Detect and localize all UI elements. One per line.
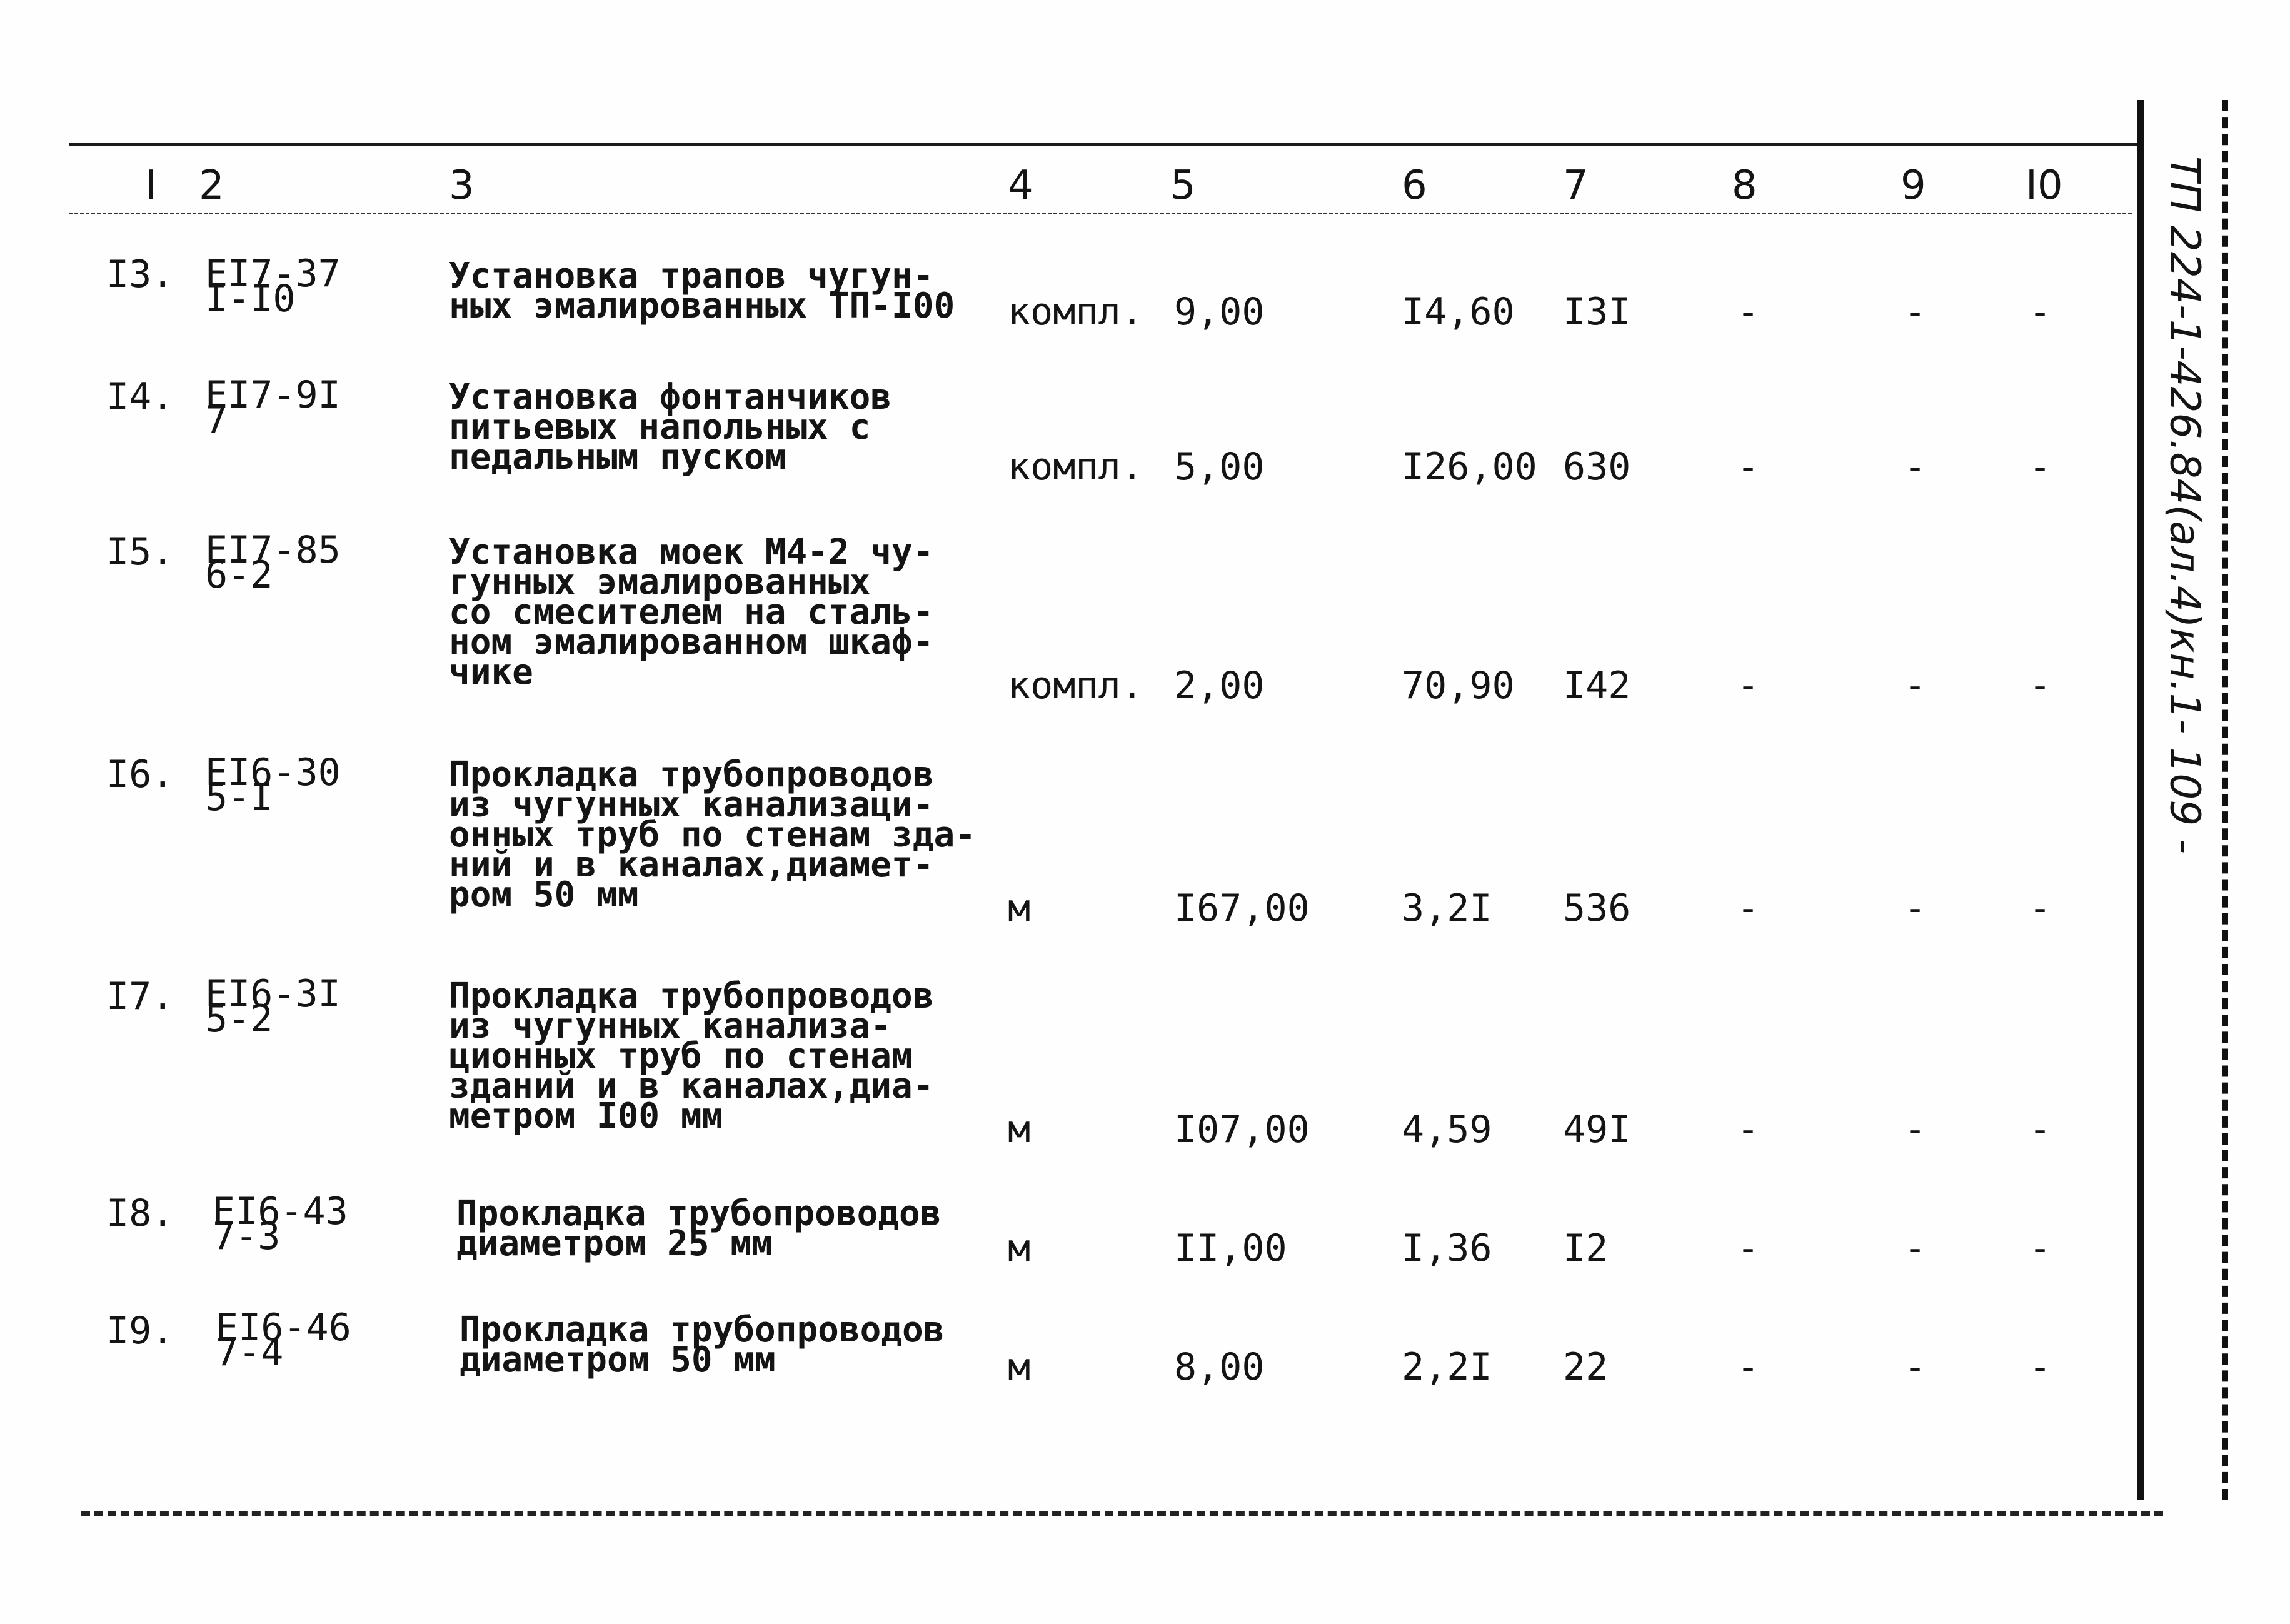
- unit: м: [1008, 1226, 1031, 1270]
- total-cost: 536: [1563, 886, 1631, 930]
- col-10-value: -: [2029, 445, 2052, 489]
- unit: м: [1008, 1345, 1031, 1389]
- col-6-number: 6: [1402, 163, 1427, 209]
- quantity: 2,00: [1174, 664, 1265, 708]
- col-8-value: -: [1737, 1226, 1760, 1270]
- col-10-number: I0: [2026, 163, 2063, 209]
- col-9-value: -: [1904, 290, 1927, 334]
- col-8-value: -: [1737, 886, 1760, 930]
- document-code-vertical: [2151, 156, 2219, 875]
- col-5-number: 5: [1170, 163, 1196, 209]
- right-border-line: [2137, 100, 2144, 1500]
- col-10-value: -: [2029, 664, 2052, 708]
- col-9-value: -: [1904, 1226, 1927, 1270]
- unit: компл.: [1008, 290, 1143, 334]
- col-10-value: -: [2029, 290, 2052, 334]
- frame-edge: [2222, 100, 2228, 1500]
- document-code-text: ТП 224-1-426.84(ал.4)кн.1- 109 -: [2161, 156, 2209, 855]
- norm-code: EI6-46 7-4: [216, 1306, 351, 1375]
- unit-price: I26,00: [1402, 445, 1537, 489]
- unit-price: 70,90: [1402, 664, 1515, 708]
- unit-price: I4,60: [1402, 290, 1515, 334]
- col-7-number: 7: [1563, 163, 1589, 209]
- col-8-value: -: [1737, 290, 1760, 334]
- work-description: Установка фонтанчиков питьевых напольных с педальным пуском: [449, 377, 892, 478]
- unit: компл.: [1008, 664, 1143, 708]
- norm-code: EI6-30 5-I: [205, 751, 341, 820]
- norm-code: EI6-43 7-3: [213, 1190, 348, 1258]
- quantity: 8,00: [1174, 1345, 1265, 1389]
- unit: м: [1008, 1108, 1031, 1151]
- total-cost: I2: [1563, 1226, 1609, 1270]
- row-number: I7.: [106, 975, 174, 1018]
- bottom-rule: [81, 1511, 2163, 1516]
- quantity: II,00: [1174, 1226, 1287, 1270]
- unit-price: 2,2I: [1402, 1345, 1492, 1389]
- col-8-value: -: [1737, 1108, 1760, 1151]
- norm-code: EI6-3I 5-2: [205, 972, 341, 1041]
- norm-code: EI7-9I 7: [205, 373, 341, 442]
- col-9-number: 9: [1901, 163, 1926, 209]
- unit-price: 3,2I: [1402, 886, 1492, 930]
- col-10-value: -: [2029, 1108, 2052, 1151]
- row-number: I3.: [106, 253, 174, 296]
- total-cost: I42: [1563, 664, 1631, 708]
- col-10-value: -: [2029, 1345, 2052, 1389]
- col-3-number: 3: [449, 163, 475, 209]
- norm-code: EI7-37 I-I0: [205, 252, 341, 321]
- quantity: 5,00: [1174, 445, 1265, 489]
- work-description: Установка трапов чугун- ных эмалированных ТП-I00: [449, 256, 955, 326]
- work-description: Прокладка трубопроводов из чугунных канализа- ционных труб по стенам зданий и в каналах,диа- метром I00 мм: [449, 976, 934, 1136]
- quantity: I67,00: [1174, 886, 1310, 930]
- col-8-value: -: [1737, 664, 1760, 708]
- col-8-number: 8: [1732, 163, 1757, 209]
- col-9-value: -: [1904, 445, 1927, 489]
- unit: компл.: [1008, 445, 1143, 489]
- work-description: Прокладка трубопроводов из чугунных канализаци- онных труб по стенам зда- ний и в каналах,диамет- ром 50 мм: [449, 754, 976, 915]
- row-number: I9.: [106, 1309, 174, 1353]
- col-9-value: -: [1904, 886, 1927, 930]
- col-1-number: I: [145, 163, 157, 209]
- col-10-value: -: [2029, 1226, 2052, 1270]
- work-description: Прокладка трубопроводов диаметром 50 мм: [460, 1310, 945, 1380]
- total-cost: 630: [1563, 445, 1631, 489]
- total-cost: I3I: [1563, 290, 1631, 334]
- unit-price: 4,59: [1402, 1108, 1492, 1151]
- total-cost: 49I: [1563, 1108, 1631, 1151]
- row-number: I6.: [106, 753, 174, 796]
- col-9-value: -: [1904, 1345, 1927, 1389]
- col-8-value: -: [1737, 1345, 1760, 1389]
- col-9-value: -: [1904, 1108, 1927, 1151]
- work-description: Установка моек М4-2 чу- гунных эмалированных со смесителем на сталь- ном эмалированном шкаф- чике: [449, 532, 934, 693]
- col-4-number: 4: [1008, 163, 1033, 209]
- header-rule: [69, 213, 2132, 214]
- quantity: I07,00: [1174, 1108, 1310, 1151]
- col-10-value: -: [2029, 886, 2052, 930]
- col-9-value: -: [1904, 664, 1927, 708]
- work-description: Прокладка трубопроводов диаметром 25 мм: [456, 1193, 942, 1264]
- col-8-value: -: [1737, 445, 1760, 489]
- unit-price: I,36: [1402, 1226, 1492, 1270]
- norm-code: EI7-85 6-2: [205, 528, 341, 597]
- col-2-number: 2: [199, 163, 224, 209]
- unit: м: [1008, 886, 1031, 930]
- row-number: I8.: [106, 1191, 174, 1235]
- total-cost: 22: [1563, 1345, 1609, 1389]
- row-number: I4.: [106, 375, 174, 419]
- row-number: I5.: [106, 530, 174, 574]
- quantity: 9,00: [1174, 290, 1265, 334]
- top-rule: [69, 143, 2144, 146]
